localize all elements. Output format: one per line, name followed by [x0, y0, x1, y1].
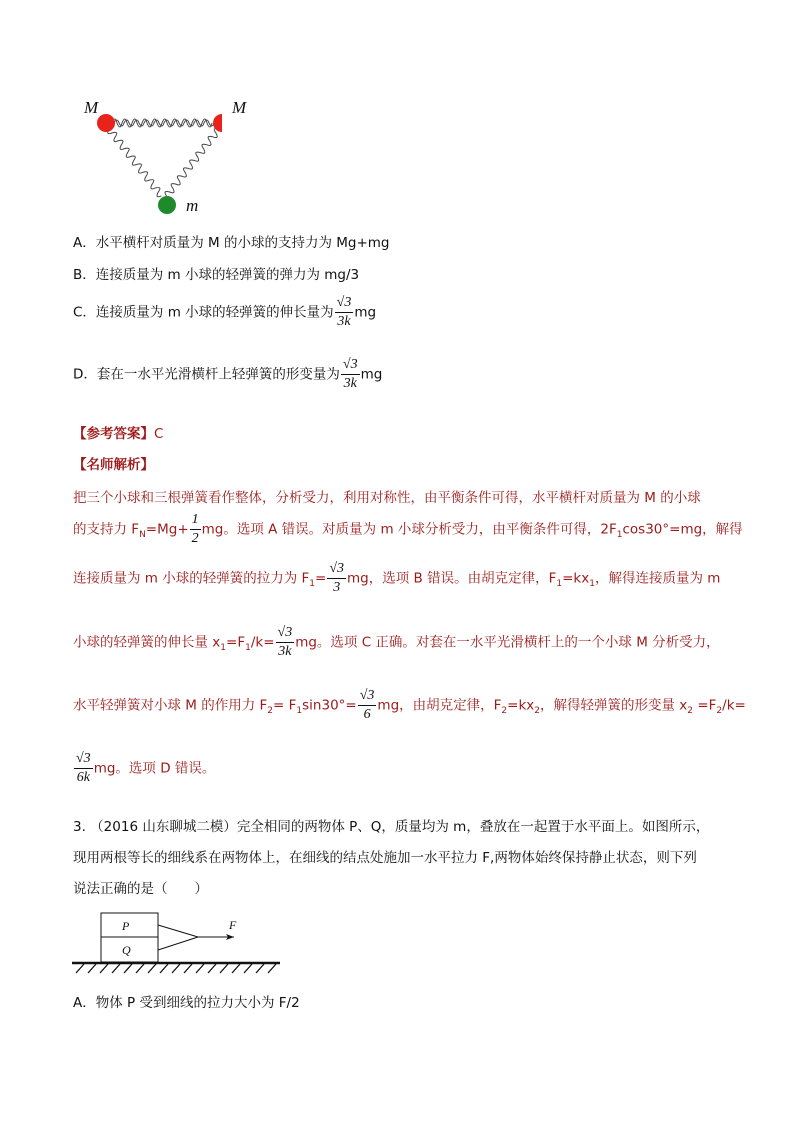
analysis-line-6: [73, 752, 215, 785]
reference-answer: [73, 422, 163, 442]
a5-pre: 水平轻弹簧对小球 M 的作用力 F: [73, 697, 268, 714]
option-d-denominator: 3k: [343, 376, 357, 391]
a4-sub: 1: [220, 643, 227, 654]
a2-post: mg。选项 A 错误。对质量为 m 小球分析受力，由平衡条件可得，2F: [201, 521, 617, 538]
analysis-line-1: 把三个小球和三根弹簧看作整体，分析受力，利用对称性，由平衡条件可得，水平横杆对质量为 M 的小球: [73, 490, 701, 506]
a2-sub2: 1: [616, 530, 623, 541]
label-m-left: M: [84, 98, 99, 117]
a4-post: mg。选项 C 正确。对套在一水平光滑横杆上的一个小球 M 分析受力，: [295, 634, 720, 651]
q3-option-a: A．物体 P 受到细线的拉力大小为 F/2: [73, 995, 300, 1011]
right-diagonal-spring: [164, 123, 222, 198]
a5-sub6: 2: [716, 706, 723, 717]
a5-den: 6: [363, 707, 371, 722]
option-c-unit: mg: [354, 304, 377, 321]
a5-mid4: ，解得轻弹簧的形变量 x: [540, 697, 688, 714]
question3-line-1: 3. （2016 山东聊城二模）完全相同的两物体 P、Q，质量均为 m，叠放在一起置于水平面上。如图所示，: [73, 819, 710, 835]
a6-num: √3: [74, 752, 93, 769]
option-d: [73, 358, 382, 391]
a5-post: mg，由胡克定律，F: [377, 697, 502, 714]
a3-mid: =: [315, 570, 327, 587]
analysis-line-2: [73, 513, 743, 546]
question3-line-3: 说法正确的是（ ）: [73, 881, 208, 897]
a2-mid: =Mg+: [145, 521, 189, 538]
a6-post: mg。选项 D 错误。: [93, 760, 216, 777]
option-d-fraction: [341, 358, 360, 391]
a5-sub5: 2: [687, 706, 694, 717]
answer-value: C: [154, 426, 164, 442]
a4-num: √3: [276, 626, 295, 643]
a5-end: /k=: [722, 697, 746, 714]
answer-label: 【参考答案】: [73, 426, 154, 442]
string-lower: [158, 937, 198, 950]
a3-post: mg，选项 B 错误。由胡克定律，F: [347, 570, 557, 587]
a4-fraction: [276, 626, 295, 659]
figure-spring-triangle: [82, 95, 222, 220]
option-d-numerator: √3: [341, 358, 360, 375]
a3-end: ，解得连接质量为 m: [594, 570, 721, 587]
spring-triangle-diagram: [82, 95, 222, 220]
a3-pre: 连接质量为 m 小球的轻弹簧的拉力为 F: [73, 570, 310, 587]
label-f: F: [229, 918, 237, 932]
question3-line-2: 现用两根等长的细线系在两物体上，在细线的结点处施加一水平拉力 F,两物体始终保持静止状态，则下列: [73, 850, 697, 866]
a5-num: √3: [358, 689, 377, 706]
a3-num: √3: [327, 562, 346, 579]
option-d-text: D．套在一水平光滑横杆上轻弹簧的形变量为: [73, 366, 340, 383]
a4-mid: =F: [226, 634, 246, 651]
figure-stacked-blocks: [72, 910, 284, 982]
a2-end: cos30°=mg，解得: [622, 521, 743, 538]
label-p: P: [122, 919, 130, 933]
option-c-text: C．连接质量为 m 小球的轻弹簧的伸长量为: [73, 304, 334, 321]
a3-sub2: 1: [556, 579, 563, 590]
a3-den: 3: [333, 580, 341, 595]
a5-sub3: 2: [501, 706, 508, 717]
a2-sub: N: [139, 530, 146, 541]
ball-small-m: [158, 196, 176, 214]
a2-pre: 的支持力 F: [73, 521, 140, 538]
option-d-unit: mg: [360, 366, 383, 383]
a5-mid5: =F: [693, 697, 717, 714]
option-b: B．连接质量为 m 小球的轻弹簧的弹力为 mg/3: [73, 267, 360, 283]
left-diagonal-spring: [103, 123, 164, 198]
a3-fraction: [327, 562, 346, 595]
a5-fraction: [358, 689, 377, 722]
analysis-line-3: [73, 562, 720, 595]
a5-mid: = F: [273, 697, 297, 714]
option-c-numerator: √3: [335, 296, 354, 313]
analysis-line-4: [73, 626, 720, 659]
label-small-m: m: [186, 196, 199, 215]
analysis-label: 【名师解析】: [73, 457, 154, 473]
a5-sub: 2: [267, 706, 274, 717]
a3-mid2: =kx: [562, 570, 590, 587]
ground-hatch: [76, 964, 276, 973]
label-q: Q: [122, 943, 131, 957]
a4-pre: 小球的轻弹簧的伸长量 x: [73, 634, 221, 651]
a5-mid3: =kx: [507, 697, 535, 714]
option-a: A．水平横杆对质量为 M 的小球的支持力为 Mg+mg: [73, 235, 390, 251]
horizontal-spring: [112, 119, 214, 127]
a6-fraction: [74, 752, 93, 785]
stacked-blocks-diagram: [72, 910, 284, 982]
option-c-fraction: [335, 296, 354, 329]
a2-fraction: [190, 513, 201, 546]
string-upper: [158, 925, 198, 937]
label-m-right: M: [232, 98, 247, 117]
a3-sub: 1: [309, 579, 316, 590]
option-c: [73, 296, 376, 329]
a6-den: 6k: [76, 770, 90, 785]
option-c-denominator: 3k: [337, 314, 351, 329]
a2-num: 1: [190, 513, 201, 530]
a4-sub2: 1: [245, 643, 251, 654]
a4-den: 3k: [278, 644, 292, 659]
a5-sub2: 1: [296, 706, 303, 717]
a3-sub3: 1: [589, 579, 595, 590]
ball-m-left: [97, 114, 115, 132]
block-p: [101, 913, 158, 937]
a5-sub4: 2: [534, 706, 541, 717]
a2-den: 2: [191, 531, 199, 546]
a5-mid2: sin30°=: [302, 697, 357, 714]
a4-mid2: /k=: [250, 634, 275, 651]
analysis-line-5: [73, 689, 746, 722]
